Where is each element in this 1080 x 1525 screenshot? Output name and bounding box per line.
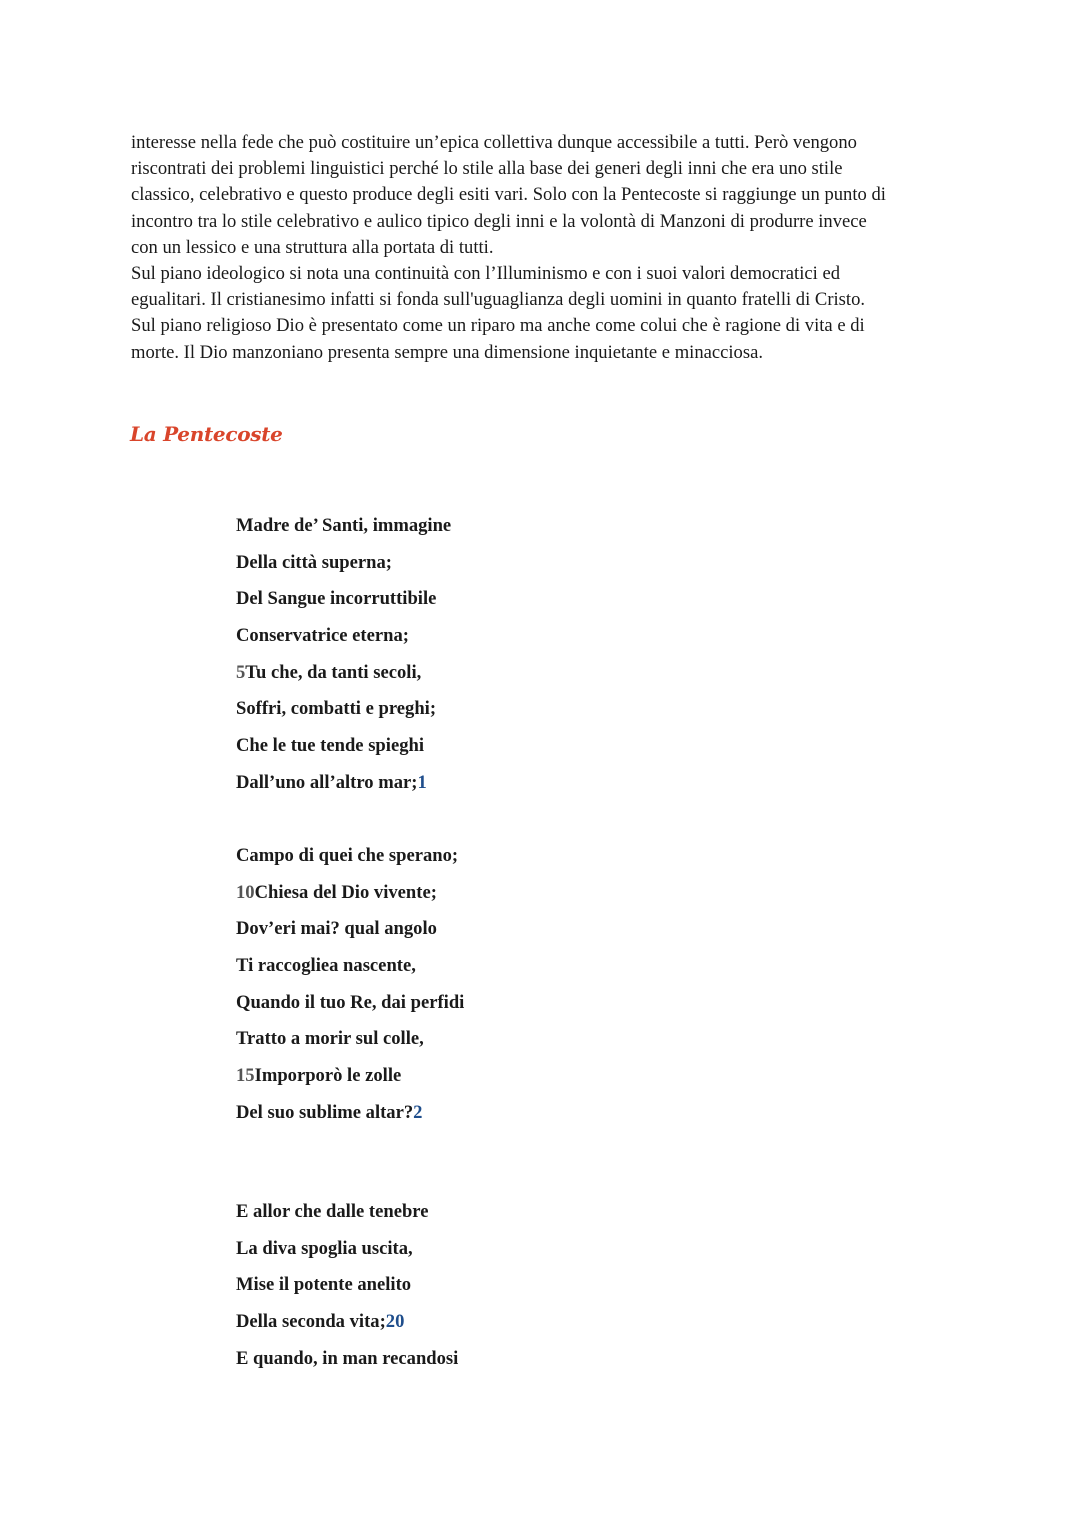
intro-line: egualitari. Il cristianesimo infatti si fonda sull'uguaglianza degli uomini in quanto fratelli di Cristo.: [131, 289, 866, 311]
poem-verse: [236, 881, 464, 918]
verse-text: Dall’uno all’altro mar;: [236, 771, 418, 793]
poem-stanza-3: [236, 1200, 458, 1383]
verse-text: Soffri, combatti e preghi;: [236, 698, 437, 720]
intro-line: con un lessico e una struttura alla portata di tutti.: [131, 236, 494, 258]
verse-text: Mise il potente anelito: [236, 1274, 412, 1296]
intro-line: incontro tra lo stile celebrativo e aulico tipico degli inni e la volontà di Manzoni di produrre invece: [131, 210, 867, 232]
poem-verse: [236, 1064, 464, 1101]
intro-line: riscontrati dei problemi linguistici perché lo stile alla base dei generi degli inni che era uno stile: [131, 158, 843, 180]
verse-text: Che le tue tende spieghi: [236, 735, 424, 757]
intro-paragraph: [131, 130, 951, 366]
poem-stanza-2: [236, 844, 464, 1138]
verse-text: La diva spoglia uscita,: [236, 1237, 413, 1259]
poem-verse: [236, 991, 464, 1028]
poem-verse: [236, 844, 464, 881]
verse-text: Chiesa del Dio vivente;: [254, 881, 437, 903]
verse-text: Del suo sublime altar?: [236, 1101, 414, 1123]
footnote-reference: 2: [413, 1101, 423, 1123]
poem-verse: [236, 697, 451, 734]
verse-text: Della seconda vita;: [236, 1311, 386, 1333]
intro-line: interesse nella fede che può costituire un’epica collettiva dunque accessibile a tutti. Però vengono: [131, 132, 857, 153]
verse-line-number: 10: [236, 881, 255, 903]
intro-line: Sul piano ideologico si nota una continuità con l’Illuminismo e con i suoi valori democratici ed: [131, 263, 840, 285]
poem-verse: [236, 587, 451, 624]
poem-verse: [236, 514, 451, 551]
intro-line: Sul piano religioso Dio è presentato come un riparo ma anche come colui che è ragione di vita e di: [131, 315, 865, 337]
intro-line: classico, celebrativo e questo produce degli esiti vari. Solo con la Pentecoste si raggiunge un punto di: [131, 184, 886, 206]
verse-text: Tratto a morir sul colle,: [236, 1028, 424, 1050]
poem-verse: [236, 1237, 458, 1274]
section-title: La Pentecoste: [130, 422, 283, 446]
verse-text: Del Sangue incorruttibile: [236, 588, 437, 610]
verse-text: Campo di quei che sperano;: [236, 845, 459, 866]
verse-text: Imporporò le zolle: [254, 1065, 402, 1087]
footnote-reference: 20: [385, 1311, 405, 1333]
poem-verse: [236, 551, 451, 588]
poem-verse: [236, 1101, 464, 1138]
poem-verse: [236, 917, 464, 954]
poem-verse: [236, 1027, 464, 1064]
poem-verse: [236, 734, 451, 771]
poem-verse: [236, 1273, 458, 1310]
footnote-reference: 1: [417, 771, 427, 793]
verse-text: Ti raccogliea nascente,: [236, 955, 416, 977]
verse-line-number: 15: [236, 1065, 255, 1087]
poem-verse: [236, 771, 451, 808]
poem-verse: [236, 954, 464, 991]
verse-text: Dov’eri mai? qual angolo: [236, 918, 437, 940]
verse-text: Quando il tuo Re, dai perfidi: [236, 991, 465, 1013]
verse-text: E allor che dalle tenebre: [236, 1201, 429, 1222]
poem-verse: [236, 1347, 458, 1384]
poem-verse: [236, 624, 451, 661]
intro-line: morte. Il Dio manzoniano presenta sempre una dimensione inquietante e minacciosa.: [131, 341, 763, 363]
verse-line-number: 5: [236, 661, 246, 683]
verse-text: Madre de’ Santi, immagine: [236, 515, 452, 536]
poem-stanza-1: [236, 514, 451, 808]
poem-verse: [236, 1200, 458, 1237]
poem-verse: [236, 661, 451, 698]
poem-verse: [236, 1310, 458, 1347]
verse-text: Della città superna;: [236, 551, 392, 573]
verse-text: Conservatrice eterna;: [236, 625, 409, 647]
verse-text: E quando, in man recandosi: [236, 1347, 459, 1369]
verse-text: Tu che, da tanti secoli,: [245, 661, 422, 683]
